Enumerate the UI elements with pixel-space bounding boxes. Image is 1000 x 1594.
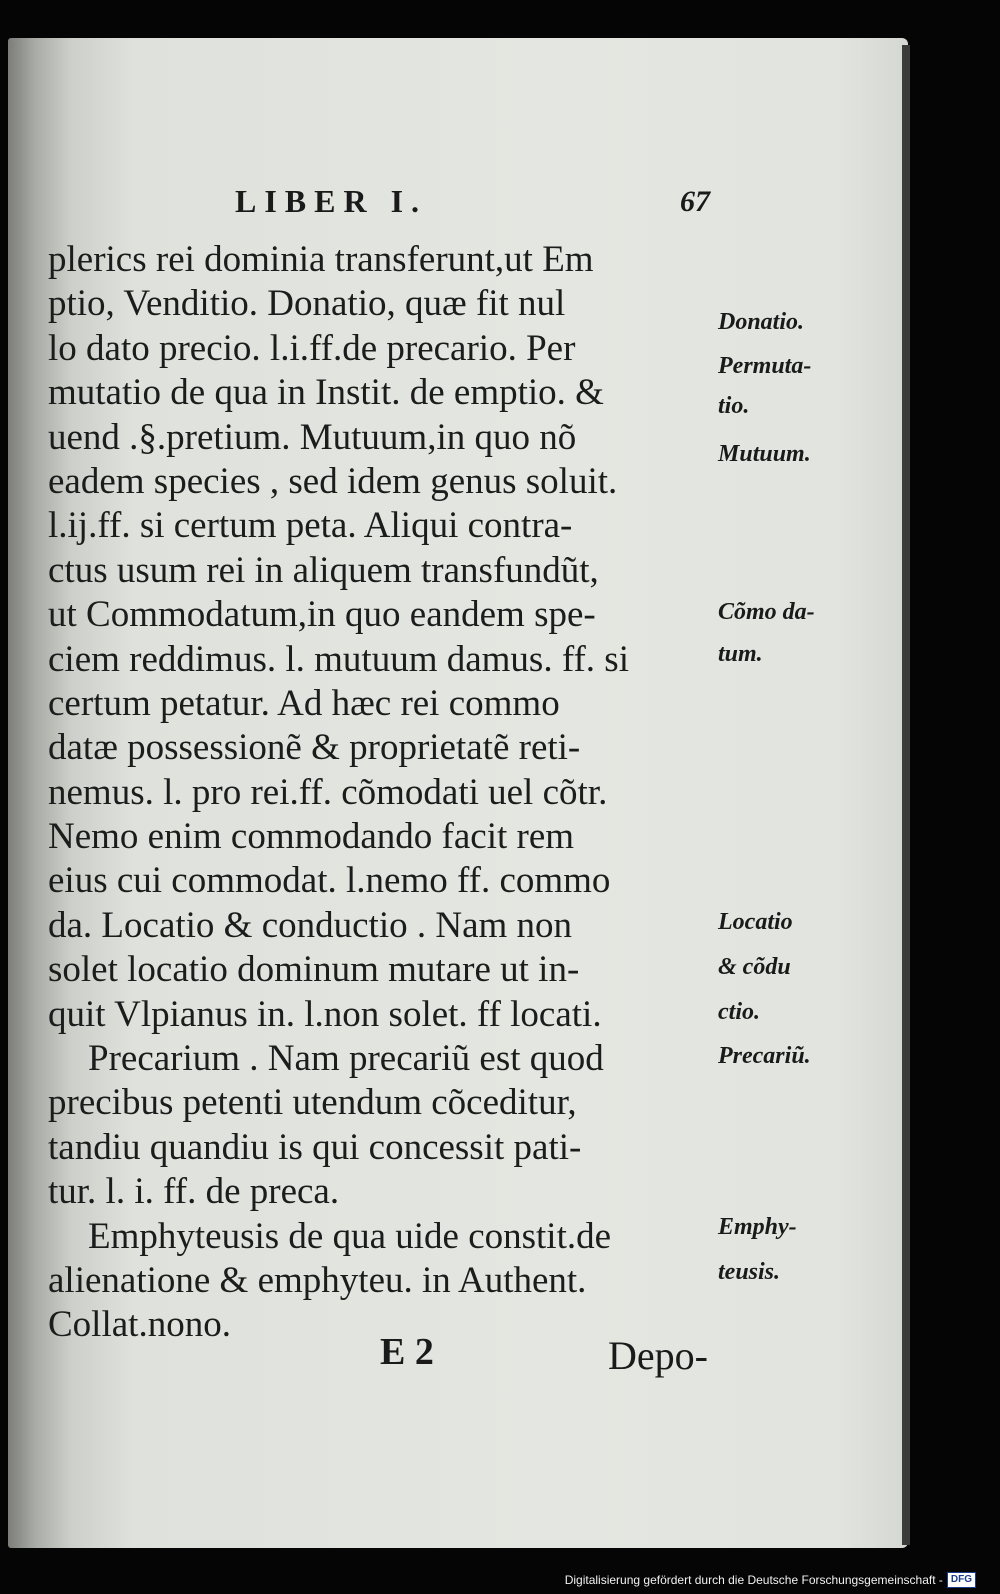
signature-mark: E 2 <box>380 1331 434 1373</box>
text-line: Collat.nono. <box>48 1304 231 1346</box>
margin-note-emphyteusis: Emphy- <box>718 1214 797 1240</box>
text-line: alienatione & emphyteu. in Authent. <box>48 1259 587 1301</box>
text-line: lo dato precio. l.i.ff.de precario. Per <box>48 327 576 369</box>
page-foot <box>48 1330 708 1380</box>
text-line: mutatio de qua in Instit. de emptio. & <box>48 372 604 414</box>
text-line: precibus petenti utendum cõceditur, <box>48 1082 577 1124</box>
text-line: certum petatur. Ad hæc rei commo <box>48 682 560 724</box>
dfg-logo: DFG <box>947 1572 976 1588</box>
digitization-credit <box>565 1572 976 1588</box>
margin-note-locatio-end: ctio. <box>718 999 760 1025</box>
page-header <box>50 183 710 229</box>
text-line: tur. l. i. ff. de preca. <box>48 1171 340 1213</box>
margin-note-locatio-cont: & cõdu <box>718 954 791 980</box>
text-line: ut Commodatum,in quo eandem spe- <box>48 594 596 636</box>
text-line: uend .§.pretium. Mutuum,in quo nõ <box>48 416 577 458</box>
text-line: datæ possessionẽ & proprietatẽ reti- <box>48 727 581 769</box>
running-head: LIBER I. <box>235 183 428 219</box>
text-line: nemus. l. pro rei.ff. cõmodati uel cõtr. <box>48 771 608 813</box>
catchword: Depo- <box>608 1333 708 1378</box>
text-line: eius cui commodat. l.nemo ff. commo <box>48 860 611 902</box>
text-line: ciem reddimus. l. mutuum damus. ff. si <box>48 638 629 680</box>
text-line: quit Vlpianus in. l.non solet. ff locati. <box>48 993 602 1035</box>
credit-text: Digitalisierung gefördert durch die Deutsche Forschungsgemeinschaft - <box>564 1573 943 1587</box>
text-line: da. Locatio & conductio . Nam non <box>48 904 573 946</box>
margin-note-locatio: Locatio <box>718 909 793 935</box>
text-line: Precarium . Nam precariũ est quod <box>88 1038 604 1080</box>
margin-note-donatio: Donatio. <box>718 309 805 335</box>
text-line: Nemo enim commodando facit rem <box>48 816 575 858</box>
main-text-block <box>48 238 708 1348</box>
text-line: ctus usum rei in aliquem transfundũt, <box>48 549 599 591</box>
margin-note-commodatum-cont: tum. <box>718 641 763 667</box>
page-edge <box>902 45 910 1545</box>
text-line: ptio, Venditio. Donatio, quæ fit nul <box>48 283 566 325</box>
text-line: plerics rei dominia transferunt,ut Em <box>48 239 594 280</box>
text-line: l.ij.ff. si certum peta. Aliqui contra- <box>48 505 573 547</box>
margin-note-permutatio: Permuta- <box>718 353 812 379</box>
text-line: Emphyteusis de qua uide constit.de <box>88 1215 612 1257</box>
text-line: tandiu quandiu is qui concessit pati- <box>48 1126 582 1168</box>
margin-note-mutuum: Mutuum. <box>718 441 811 467</box>
text-line: eadem species , sed idem genus soluit. <box>48 460 618 502</box>
margin-note-emphyteusis-cont: teusis. <box>718 1259 781 1285</box>
margin-note-permutatio-cont: tio. <box>718 393 750 419</box>
margin-note-precarium: Precariũ. <box>718 1043 811 1069</box>
text-line: solet locatio dominum mutare ut in- <box>48 949 580 991</box>
folio-number: 67 <box>680 185 710 218</box>
margin-note-commodatum: Cõmo da- <box>718 599 815 625</box>
